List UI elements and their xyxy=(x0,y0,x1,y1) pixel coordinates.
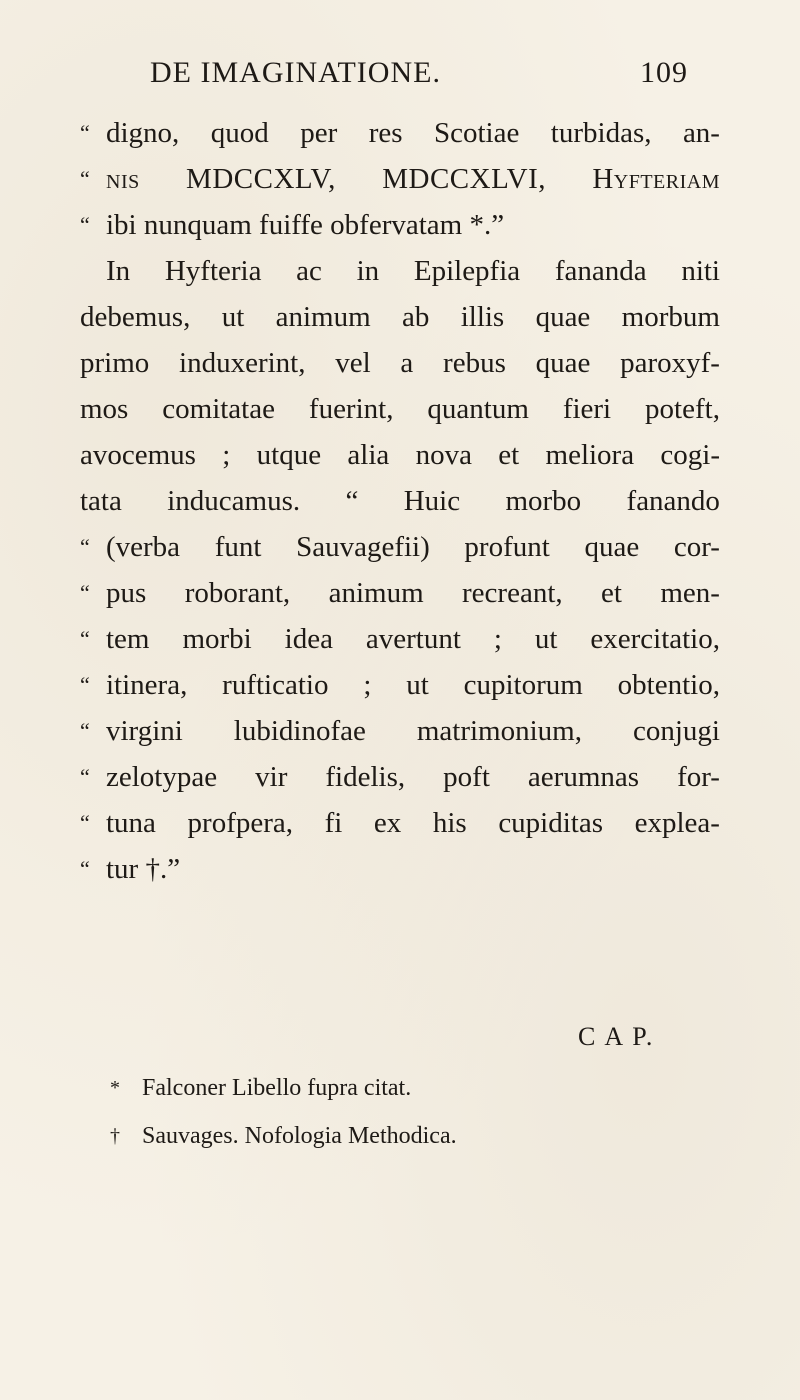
line-text xyxy=(80,294,720,340)
word: zelotypae xyxy=(106,761,218,793)
word: morbi xyxy=(182,623,252,655)
word: avertunt xyxy=(365,623,461,655)
word: utque xyxy=(256,439,322,471)
text-line xyxy=(80,662,720,708)
word: avocemus xyxy=(80,439,196,471)
word: Huic xyxy=(403,485,461,517)
word: niti xyxy=(681,255,720,287)
word: animum xyxy=(275,301,371,333)
word: (verba xyxy=(106,531,181,563)
line-text xyxy=(106,156,720,202)
word: per xyxy=(300,117,338,149)
line-text xyxy=(80,340,720,386)
word: animum xyxy=(328,577,424,609)
word: exercitatio, xyxy=(590,623,720,655)
word: ut xyxy=(406,669,429,701)
text-line xyxy=(80,110,720,156)
word: vir xyxy=(255,761,288,793)
catchword: C A P. xyxy=(578,1022,655,1051)
word: alia xyxy=(347,439,390,471)
word: comitatae xyxy=(162,393,275,425)
word: MDCCXLVI, xyxy=(382,163,546,195)
quote-mark: “ xyxy=(80,212,90,237)
word: quod xyxy=(210,117,269,149)
word: itinera, xyxy=(106,669,188,701)
word: his xyxy=(432,807,467,839)
word: pus xyxy=(106,577,147,609)
word: ; xyxy=(222,439,231,471)
word: idea xyxy=(284,623,333,655)
text-line xyxy=(80,386,720,432)
word: illis xyxy=(460,301,505,333)
word: debemus, xyxy=(80,301,191,333)
word: explea- xyxy=(634,807,720,839)
page-number: 109 xyxy=(640,56,688,89)
word: In xyxy=(106,255,131,287)
line-text xyxy=(106,616,720,662)
word: ab xyxy=(401,301,430,333)
word: tem xyxy=(106,623,150,655)
word: Hyfteria xyxy=(164,255,262,287)
word: roborant, xyxy=(184,577,291,609)
word: matrimonium, xyxy=(416,715,582,747)
text-line xyxy=(80,340,720,386)
word: ; xyxy=(493,623,502,655)
word: meliora xyxy=(545,439,635,471)
word: virgini xyxy=(106,715,183,747)
word: fi xyxy=(324,807,343,839)
text-line xyxy=(80,616,720,662)
word: res xyxy=(368,117,403,149)
word: nis xyxy=(106,163,140,195)
running-head xyxy=(150,56,710,96)
line-text xyxy=(80,386,720,432)
word: conjugi xyxy=(632,715,720,747)
word: tuna xyxy=(106,807,156,839)
quote-mark: “ xyxy=(80,166,90,191)
body-text xyxy=(80,110,720,892)
word: ex xyxy=(373,807,402,839)
line-text xyxy=(106,248,720,294)
word: ut xyxy=(534,623,558,655)
word: poteft, xyxy=(645,393,720,425)
quote-mark: “ xyxy=(80,810,90,835)
line-text xyxy=(106,524,720,570)
word: fidelis, xyxy=(325,761,406,793)
text-line xyxy=(80,478,720,524)
word: morbum xyxy=(621,301,720,333)
word: paroxyf- xyxy=(620,347,720,379)
word: cogi- xyxy=(660,439,720,471)
quote-mark: “ xyxy=(80,764,90,789)
word: morbo xyxy=(505,485,582,517)
word: quae xyxy=(535,301,591,333)
footnote-mark: * xyxy=(110,1077,120,1099)
word: recreant, xyxy=(462,577,563,609)
word: quae xyxy=(535,347,591,379)
word: quantum xyxy=(427,393,529,425)
word: induxerint, xyxy=(179,347,306,379)
text-line xyxy=(80,294,720,340)
word: digno, xyxy=(106,117,180,149)
text-line xyxy=(80,754,720,800)
word: aerumnas xyxy=(527,761,640,793)
running-title: DE IMAGINATIONE. xyxy=(150,56,441,89)
word: Epilepfia xyxy=(413,255,521,287)
word: fuerint, xyxy=(308,393,394,425)
word: primo xyxy=(80,347,150,379)
word: funt xyxy=(214,531,262,563)
word: turbidas, xyxy=(550,117,652,149)
text-line xyxy=(80,570,720,616)
footnote-text: Falconer Libello fupra citat. xyxy=(142,1075,412,1101)
quote-mark: “ xyxy=(80,120,90,145)
word: an- xyxy=(682,117,720,149)
word: cupitorum xyxy=(463,669,583,701)
word: ; xyxy=(363,669,372,701)
quote-mark: “ xyxy=(80,534,90,559)
quote-mark: “ xyxy=(80,718,90,743)
word: obtentio, xyxy=(617,669,720,701)
word: ut xyxy=(221,301,245,333)
line-text xyxy=(106,110,720,156)
line-text xyxy=(106,570,720,616)
word: fananda xyxy=(554,255,647,287)
line-text xyxy=(80,478,720,524)
word: Hyfteriam xyxy=(592,163,720,195)
word: a xyxy=(400,347,414,379)
quote-mark: “ xyxy=(80,580,90,605)
word: Sauvagefii) xyxy=(296,531,430,563)
text-line xyxy=(80,524,720,570)
word: MDCCXLV, xyxy=(186,163,336,195)
line-text xyxy=(106,800,720,846)
word: cor- xyxy=(673,531,720,563)
word: lubidinofae xyxy=(233,715,366,747)
word: fanando xyxy=(626,485,720,517)
word: profpera, xyxy=(187,807,293,839)
word: mos xyxy=(80,393,129,425)
word: “ xyxy=(345,485,359,517)
text-line xyxy=(80,800,720,846)
word: fieri xyxy=(562,393,612,425)
line-text xyxy=(106,754,720,800)
word: cupiditas xyxy=(498,807,604,839)
text-line xyxy=(80,846,720,892)
word: et xyxy=(601,577,622,609)
footnote xyxy=(110,1112,710,1160)
word: poft xyxy=(443,761,490,793)
text-line xyxy=(80,156,720,202)
word: rufticatio xyxy=(222,669,329,701)
line-text: tur †.” xyxy=(106,853,181,885)
quote-mark: “ xyxy=(80,856,90,881)
word: profunt xyxy=(464,531,550,563)
line-text: ibi nunquam fuiffe obfervatam *.” xyxy=(106,209,505,241)
word: rebus xyxy=(443,347,506,379)
word: in xyxy=(356,255,380,287)
line-text xyxy=(106,708,720,754)
footnote xyxy=(110,1064,710,1112)
word: et xyxy=(498,439,520,471)
word: inducamus. xyxy=(167,485,301,517)
word: Scotiae xyxy=(433,117,520,149)
quote-mark: “ xyxy=(80,626,90,651)
word: men- xyxy=(660,577,720,609)
word: vel xyxy=(335,347,371,379)
quote-mark: “ xyxy=(80,672,90,697)
text-line xyxy=(80,202,720,248)
text-line xyxy=(80,248,720,294)
word: for- xyxy=(677,761,720,793)
word: nova xyxy=(415,439,472,471)
footnotes xyxy=(110,1064,710,1160)
line-text xyxy=(106,662,720,708)
word: ac xyxy=(296,255,322,287)
text-line xyxy=(80,432,720,478)
word: quae xyxy=(584,531,640,563)
text-line xyxy=(80,708,720,754)
line-text xyxy=(80,432,720,478)
footnote-text: Sauvages. Nofologia Methodica. xyxy=(142,1123,457,1149)
footnote-mark: † xyxy=(110,1125,120,1147)
word: tata xyxy=(80,485,122,517)
